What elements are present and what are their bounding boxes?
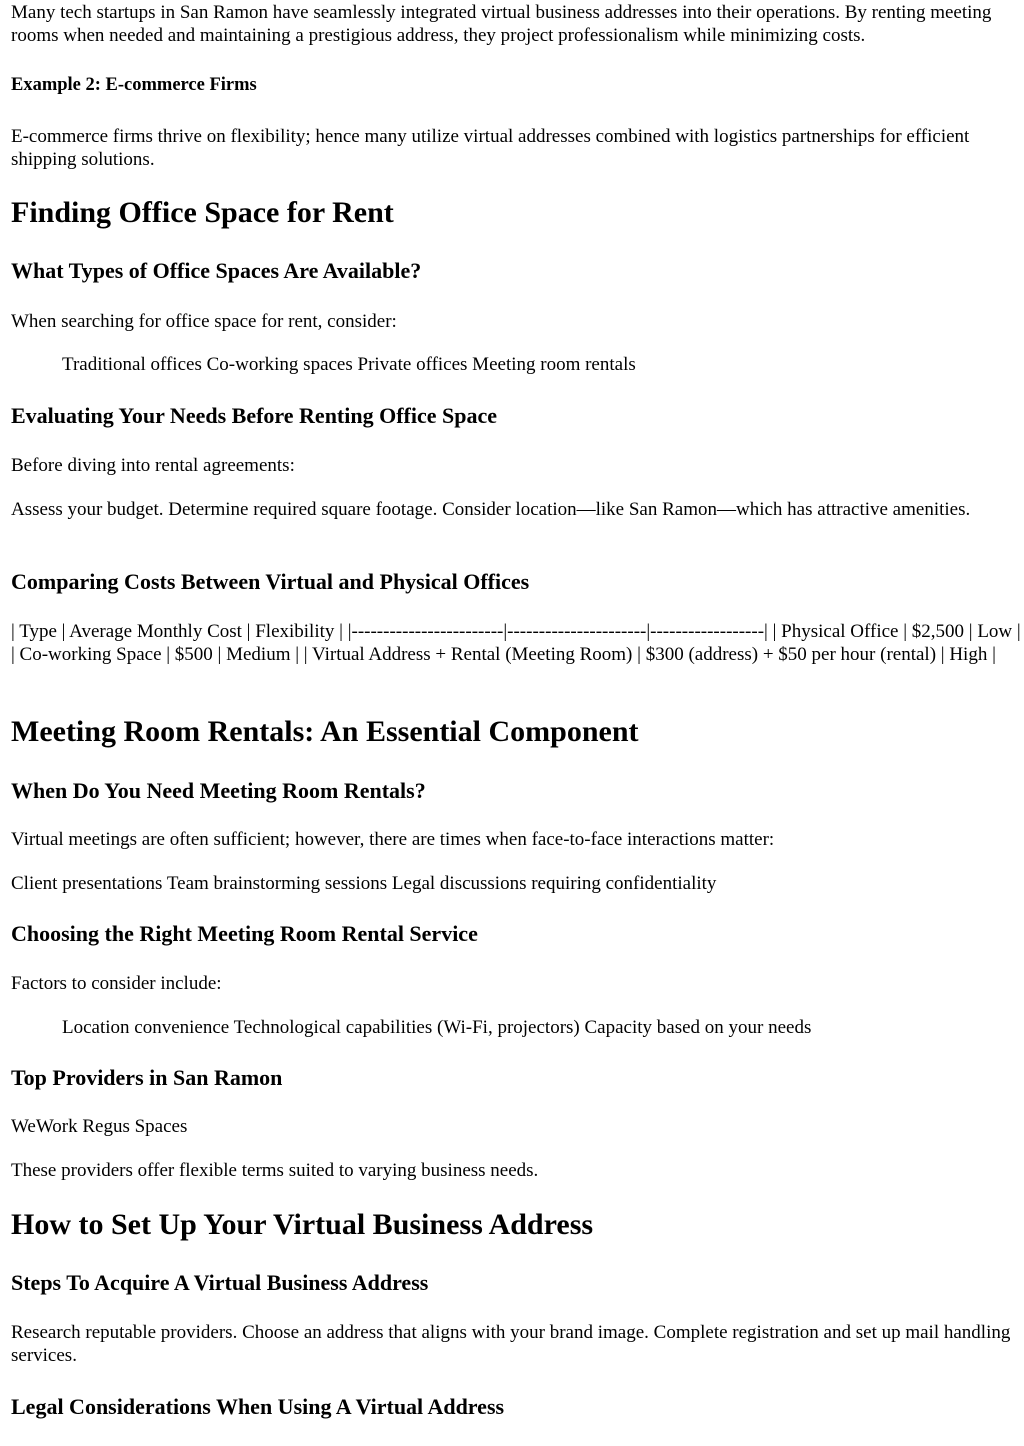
rental-agreements-paragraph: Before diving into rental agreements: <box>11 455 295 476</box>
needs-assessment-paragraph: Assess your budget. Determine required square footage. Consider location—like San Ramon—which has attractive amenities. <box>11 499 971 520</box>
heading-top-providers: Top Providers in San Ramon <box>11 1065 283 1090</box>
meeting-reasons-list: Client presentations Team brainstorming sessions Legal discussions requiring confidentiality <box>11 873 717 894</box>
heading-comparing-costs: Comparing Costs Between Virtual and Physical Offices <box>11 569 530 594</box>
providers-list: WeWork Regus Spaces <box>11 1116 188 1137</box>
virtual-meetings-paragraph: Virtual meetings are often sufficient; however, there are times when face-to-face interactions matter: <box>11 829 775 850</box>
office-types-list: Traditional offices Co-working spaces Private offices Meeting room rentals <box>62 354 636 375</box>
cost-table-text: | Type | Average Monthly Cost | Flexibility | |------------------------|----------------------|------------------| | Physical Office | $2,500 | Low | | Co-working Space | $500 | Medium | | Virtual Address + Rental (Meeting Room) | $300 (address) + $50 per hour (rental) | High | <box>11 621 1021 665</box>
providers-paragraph: These providers offer flexible terms suited to varying business needs. <box>11 1160 539 1181</box>
heading-set-up-virtual-address: How to Set Up Your Virtual Business Address <box>11 1208 594 1241</box>
factors-list: Location convenience Technological capabilities (Wi-Fi, projectors) Capacity based on your needs <box>62 1017 812 1038</box>
intro-paragraph: Many tech startups in San Ramon have seamlessly integrated virtual business addresses into their operations. By renting meeting rooms when needed and maintaining a prestigious address, they project professionalism while minimizing costs. <box>11 2 992 46</box>
ecommerce-paragraph: E-commerce firms thrive on flexibility; hence many utilize virtual addresses combined with logistics partnerships for efficient shipping solutions. <box>11 126 970 170</box>
heading-choosing-rental-service: Choosing the Right Meeting Room Rental Service <box>11 921 478 946</box>
heading-when-need-rentals: When Do You Need Meeting Room Rentals? <box>11 778 426 803</box>
heading-office-space-types: What Types of Office Spaces Are Available? <box>11 258 422 283</box>
heading-steps-acquire-address: Steps To Acquire A Virtual Business Address <box>11 1270 429 1295</box>
factors-paragraph: Factors to consider include: <box>11 973 222 994</box>
heading-evaluating-needs: Evaluating Your Needs Before Renting Office Space <box>11 403 498 428</box>
heading-meeting-room-rentals: Meeting Room Rentals: An Essential Component <box>11 715 639 748</box>
heading-legal-considerations: Legal Considerations When Using A Virtual Address <box>11 1394 505 1419</box>
heading-finding-office-space: Finding Office Space for Rent <box>11 196 394 229</box>
steps-paragraph: Research reputable providers. Choose an address that aligns with your brand image. Complete registration and set up mail handling services. <box>11 1322 1011 1366</box>
heading-example-2: Example 2: E-commerce Firms <box>11 75 257 95</box>
office-search-paragraph: When searching for office space for rent, consider: <box>11 311 397 332</box>
